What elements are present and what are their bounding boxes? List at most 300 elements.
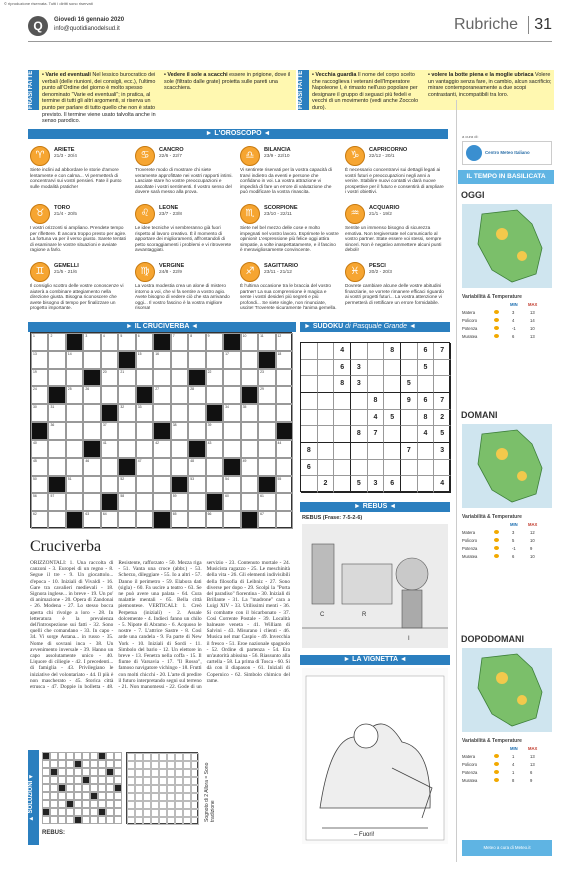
crossword-cell[interactable] [136,440,153,458]
solution-sudoku-cell [159,801,167,809]
crossword-cell[interactable] [66,458,83,476]
crossword-cell[interactable] [206,493,223,511]
frasi-fatte-label: FRASI FATTE [28,70,39,110]
sudoku-cell[interactable] [318,343,335,360]
crossword-cell[interactable]: 42 [153,440,170,458]
sudoku-cell[interactable] [368,460,385,477]
crossword-cell[interactable]: 24 [31,386,48,404]
crossword-cell[interactable] [66,369,83,387]
crossword-cell[interactable] [101,404,118,422]
crossword-cell[interactable]: 65 [171,511,188,529]
solution-crossword-cell [66,784,74,792]
sudoku-cell[interactable]: 5 [351,476,368,493]
crossword-cell[interactable]: 21 [118,369,135,387]
crossword-cell[interactable] [276,493,293,511]
crossword-cell[interactable] [101,386,118,404]
crossword-cell[interactable] [241,351,258,369]
sudoku-cell[interactable] [318,360,335,377]
crossword-cell[interactable] [188,511,205,529]
crossword-cell[interactable]: 58 [118,493,135,511]
crossword-cell[interactable] [241,386,258,404]
crossword-cell[interactable] [276,458,293,476]
sudoku-cell[interactable]: 4 [368,410,385,427]
crossword-cell[interactable] [188,440,205,458]
crossword-cell[interactable]: 61 [258,493,275,511]
sudoku-cell[interactable] [334,476,351,493]
crossword-cell[interactable]: 43 [206,440,223,458]
crossword-cell[interactable] [136,369,153,387]
crossword-cell[interactable] [241,369,258,387]
crossword-cell[interactable] [153,369,170,387]
crossword-cell[interactable] [188,404,205,422]
sudoku-cell[interactable] [334,460,351,477]
sudoku-cell[interactable] [418,476,435,493]
sudoku-cell[interactable] [401,360,418,377]
crossword-cell[interactable]: 18 [276,351,293,369]
crossword-cell[interactable] [223,422,240,440]
frasi-fatte-label: FRASI FATTE [298,70,309,110]
solution-crossword-cell [66,792,74,800]
sudoku-cell[interactable]: 7 [368,426,385,443]
crossword-cell[interactable] [118,440,135,458]
sudoku-cell[interactable] [368,443,385,460]
crossword-cell[interactable]: 29 [258,386,275,404]
crossword-cell[interactable] [241,440,258,458]
sudoku-cell[interactable]: 3 [351,360,368,377]
crossword-cell[interactable] [276,422,293,440]
crossword-cell[interactable]: 25 [66,386,83,404]
crossword-cell[interactable]: 56 [31,493,48,511]
crossword-cell[interactable] [188,369,205,387]
crossword-cell[interactable] [171,440,188,458]
crossword-cell[interactable] [258,440,275,458]
crossword-cell[interactable] [118,422,135,440]
forecast-day-label: OGGI [461,190,485,200]
sudoku-cell[interactable]: 6 [334,360,351,377]
crossword-cell[interactable]: 45 [31,458,48,476]
crossword-cell[interactable]: 30 [31,404,48,422]
sudoku-cell[interactable]: 6 [301,460,318,477]
solution-crossword-cell [106,800,114,808]
crossword-cell[interactable] [136,386,153,404]
zodiac-dates: 23/9 - 22/10 [264,154,290,159]
crossword-cell[interactable]: 60 [223,493,240,511]
crossword-cell[interactable]: 13 [31,351,48,369]
sudoku-cell[interactable] [301,426,318,443]
sudoku-cell[interactable] [301,410,318,427]
max-header: MAX [528,302,538,307]
crossword-cell[interactable] [153,493,170,511]
crossword-cell[interactable] [83,493,100,511]
sudoku-cell[interactable] [401,426,418,443]
meteo-center-name: Centro Meteo Italiano [485,150,530,155]
crossword-cell[interactable]: 59 [171,493,188,511]
solution-crossword-cell [98,776,106,784]
crossword-cell[interactable] [136,493,153,511]
crossword-cell[interactable] [153,333,170,351]
crossword-cell[interactable]: 6 [136,333,153,351]
crossword-cell[interactable]: 38 [171,422,188,440]
crossword-cell[interactable] [101,351,118,369]
crossword-cell[interactable] [171,404,188,422]
solution-crossword-cell [90,800,98,808]
crossword-cell[interactable] [66,333,83,351]
sudoku-cell[interactable] [301,360,318,377]
crossword-cell[interactable] [258,476,275,494]
sudoku-cell[interactable]: 4 [334,343,351,360]
sudoku-cell[interactable] [384,460,401,477]
crossword-cell[interactable]: 26 [83,386,100,404]
crossword-cell[interactable]: 39 [206,422,223,440]
min-header: MIN [510,746,518,751]
crossword-cell[interactable] [276,511,293,529]
sudoku-cell[interactable]: 6 [384,476,401,493]
crossword-cell[interactable] [223,386,240,404]
crossword-cell[interactable] [136,511,153,529]
sudoku-cell[interactable]: 5 [401,376,418,393]
solution-crossword-cell [74,784,82,792]
crossword-cell[interactable] [258,351,275,369]
sudoku-cell[interactable] [401,460,418,477]
crossword-cell[interactable] [258,422,275,440]
crossword-cell[interactable]: 15 [136,351,153,369]
crossword-cell[interactable]: 36 [48,422,65,440]
sudoku-cell[interactable] [301,343,318,360]
crossword-cell[interactable]: 50 [31,476,48,494]
crossword-cell[interactable]: 35 [241,404,258,422]
sudoku-cell[interactable]: 6 [418,343,435,360]
crossword-cell[interactable] [66,422,83,440]
crossword-cell[interactable] [171,476,188,494]
crossword-cell[interactable] [276,404,293,422]
temp-min: 1 [512,754,515,759]
crossword-cell[interactable]: 63 [83,511,100,529]
crossword-cell[interactable] [188,351,205,369]
crossword-cell[interactable] [223,333,240,351]
crossword-cell[interactable] [83,351,100,369]
city-name: Policoro [462,538,478,543]
solution-sudoku-cell [151,785,159,793]
sudoku-cell[interactable] [434,460,451,477]
sudoku-cell[interactable] [301,476,318,493]
weather-sun-icon [494,334,499,338]
crossword-cell[interactable] [48,458,65,476]
city-name: Potenza [462,546,478,551]
crossword-cell[interactable]: 7 [171,333,188,351]
crossword-cell[interactable] [206,458,223,476]
solution-crossword-cell [74,816,82,824]
solution-crossword-cell [106,776,114,784]
sudoku-cell[interactable] [318,426,335,443]
crossword-cell[interactable]: 27 [153,386,170,404]
crossword-cell[interactable] [188,493,205,511]
sudoku-cell[interactable]: 2 [434,410,451,427]
solution-crossword-cell [50,768,58,776]
sudoku-cell[interactable] [384,443,401,460]
sudoku-cell[interactable]: 9 [401,393,418,410]
crossword-cell[interactable] [153,422,170,440]
crossword-cell[interactable] [118,351,135,369]
crossword-cell[interactable]: 28 [188,386,205,404]
crossword-cell[interactable] [153,511,170,529]
crossword-cell[interactable] [276,386,293,404]
crossword-cell[interactable] [48,386,65,404]
crossword-cell[interactable]: 8 [188,333,205,351]
sudoku-author: di Pasquale Grande ◄ [345,323,416,330]
solution-sudoku-cell [183,785,191,793]
crossword-cell[interactable]: 51 [66,476,83,494]
crossword-cell[interactable] [153,476,170,494]
sudoku-cell[interactable] [418,376,435,393]
solution-sudoku-cell [191,761,199,769]
svg-text:C: C [320,612,325,618]
crossword-cell[interactable] [223,369,240,387]
sudoku-cell[interactable] [401,343,418,360]
crossword-cell[interactable] [83,440,100,458]
sudoku-cell[interactable] [334,393,351,410]
crossword-cell[interactable]: 5 [118,333,135,351]
temp-min: 6 [512,554,515,559]
solution-sudoku-cell [127,809,135,817]
crossword-cell[interactable] [241,511,258,529]
sudoku-cell[interactable] [384,360,401,377]
crossword-cell[interactable] [83,422,100,440]
crossword-cell[interactable]: 10 [241,333,258,351]
crossword-cell[interactable]: 1 [31,333,48,351]
crossword-cell[interactable]: 3 [83,333,100,351]
zodiac-name: ARIETE [54,147,75,153]
crossword-cell[interactable] [258,458,275,476]
crossword-cell[interactable]: 41 [101,440,118,458]
sudoku-cell[interactable]: 5 [434,426,451,443]
crossword-cell[interactable] [223,458,240,476]
sudoku-cell[interactable]: 7 [434,393,451,410]
crossword-cell[interactable] [66,440,83,458]
sudoku-cell[interactable]: 8 [418,410,435,427]
sudoku-cell[interactable]: 4 [434,476,451,493]
crossword-cell[interactable] [48,476,65,494]
basilicata-map-shape [462,424,552,508]
sudoku-cell[interactable]: 7 [401,443,418,460]
solution-sudoku-cell [159,793,167,801]
crossword-cell[interactable] [66,511,83,529]
crossword-cell[interactable]: 32 [118,404,135,422]
sudoku-cell[interactable] [384,376,401,393]
sudoku-cell[interactable] [318,410,335,427]
crossword-cell[interactable] [206,476,223,494]
crossword-cell[interactable] [241,493,258,511]
crossword-cell[interactable]: 37 [101,422,118,440]
sudoku-cell[interactable]: 8 [334,376,351,393]
crossword-cell[interactable]: 2 [48,333,65,351]
temp-min: 3 [512,310,515,315]
crossword-cell[interactable] [206,351,223,369]
crossword-cell[interactable]: 40 [31,440,48,458]
sudoku-cell[interactable]: 5 [384,410,401,427]
crossword-cell[interactable]: 23 [258,369,275,387]
solution-crossword-cell [114,808,122,816]
solution-crossword-cell [114,792,122,800]
crossword-cell[interactable]: 22 [206,369,223,387]
crossword-cell[interactable] [258,404,275,422]
crossword-cell[interactable] [171,351,188,369]
crossword-cell[interactable] [48,440,65,458]
solution-crossword-cell [114,760,122,768]
sudoku-cell[interactable] [351,443,368,460]
sudoku-cell[interactable] [401,476,418,493]
sudoku-cell[interactable] [351,343,368,360]
solution-sudoku-cell [183,777,191,785]
sudoku-cell[interactable]: 3 [351,376,368,393]
solution-sudoku-cell [183,753,191,761]
sudoku-cell[interactable] [434,360,451,377]
crossword-cell[interactable] [118,511,135,529]
sudoku-cell[interactable] [334,443,351,460]
crossword-cell[interactable] [206,404,223,422]
sudoku-cell[interactable] [401,410,418,427]
crossword-cell[interactable]: 44 [276,440,293,458]
crossword-cell[interactable]: 48 [188,458,205,476]
sudoku-cell[interactable] [318,393,335,410]
sudoku-cell[interactable]: 8 [384,343,401,360]
newspaper-logo: Q [28,16,48,36]
zodiac-dates: 24/8 - 22/9 [159,270,182,275]
crossword-cell[interactable]: 12 [276,333,293,351]
crossword-cell[interactable] [223,440,240,458]
solution-sudoku-cell [167,801,175,809]
solution-sudoku-cell [127,817,135,825]
sudoku-cell[interactable]: 8 [351,426,368,443]
crossword-cell[interactable] [241,476,258,494]
clues-vertical: VERTICALI: 1. Creò Perpetua (iniziali) - 2. Assale dolcemente - 4. Indieci fanno un chilo - 5. Nipote di Abramo - 6. Acquoso le nostre - 7. L'attrice Sastre - 8. Così arde una candela - 9. Fa parte di New York - 10. Iniziali di Sordi - 11. Simbolo del bario - 12. Un elettore in breve - 13. Fenetra nella coffa - 15. Il fiume di Varsavia - 17. "Il Rosso", famoso navigatore vichingo - 18. Frutti con molti chicchi - 20. L'arte di predire il futuro interpretando segni sul terreno - 21. Non manomessi - 22. Gode di un servizio - 23. Contenuto mortale - 24. Musicista ragazzo - 25. Le meschinità della vita - 26. Gli elementi indivisibili della filosofia di Leibniz - 27. Sono diverse per dopo - 29. Scolpì la "Porta del paradiso" fiorentina - 30. Iniziali di Brillante - 31. La "madrone" cara a Luigi XIV - 33. Utilissimi menti - 36. Si combatte con il bicarbonato - 37. Così Corrente Postale - 39. Località balneare veneta - 41. William di Salvini - 43. Misurano i clienti - 46. Musica nel mar Caspio - 49. Invecchia il fresco - 51. Eroe nazionale spagnolo - 52. Ordine di partenza - 54. Era un'autorità abissina - 56. Riassunto alla cartella - 58. La prima di Tosca - 60. Si dà con il diapason - 61. Iniziali di Copernico - 62. Simbolo chimico del rame. [118,560,290,691]
crossword-cell[interactable]: 62 [31,511,48,529]
crossword-cell[interactable]: 11 [258,333,275,351]
sudoku-cell[interactable] [368,360,385,377]
sudoku-cell[interactable]: 3 [434,443,451,460]
temp-max: 10 [530,554,535,559]
crossword-cell[interactable] [101,476,118,494]
crossword-cell[interactable] [83,404,100,422]
sudoku-cell[interactable] [318,376,335,393]
crossword-cell[interactable] [83,476,100,494]
crossword-cell[interactable] [153,404,170,422]
sudoku-cell[interactable]: 8 [368,393,385,410]
crossword-cell[interactable]: 54 [223,476,240,494]
zodiac-dates: 23/7 - 23/8 [159,212,182,217]
crossword-cell[interactable] [118,386,135,404]
crossword-cell[interactable]: 16 [153,351,170,369]
crossword-cell[interactable]: 17 [223,351,240,369]
sudoku-cell[interactable]: 5 [418,360,435,377]
sudoku-cell[interactable]: 6 [418,393,435,410]
issue-date: Giovedì 16 gennaio 2020 [54,17,125,23]
crossword-cell[interactable]: 46 [83,458,100,476]
solution-crossword-cell [74,776,82,784]
temp-max: 6 [530,770,533,775]
solution-sudoku-cell [143,817,151,825]
crossword-cell[interactable] [171,386,188,404]
crossword-cell[interactable] [223,511,240,529]
sudoku-cell[interactable]: 8 [301,443,318,460]
crossword-cell[interactable] [101,458,118,476]
crossword-cell[interactable]: 66 [206,511,223,529]
crossword-cell[interactable]: 57 [48,493,65,511]
crossword-cell[interactable] [66,404,83,422]
sudoku-cell[interactable] [434,376,451,393]
sudoku-cell[interactable] [351,393,368,410]
sudoku-cell[interactable] [384,393,401,410]
solution-crossword-cell [82,768,90,776]
crossword-cell[interactable] [188,422,205,440]
crossword-cell[interactable]: 52 [118,476,135,494]
crossword-cell[interactable] [206,386,223,404]
sudoku-cell[interactable] [368,343,385,360]
sudoku-cell[interactable] [318,443,335,460]
crossword-cell[interactable] [66,493,83,511]
crossword-cell[interactable] [171,369,188,387]
sudoku-cell[interactable]: 4 [418,426,435,443]
crossword-cell[interactable]: 31 [48,404,65,422]
crossword-cell[interactable] [276,369,293,387]
sudoku-cell[interactable] [351,410,368,427]
crossword-cell[interactable]: 47 [136,458,153,476]
crossword-cell[interactable] [171,458,188,476]
crossword-cell[interactable] [101,493,118,511]
solution-crossword-cell [90,768,98,776]
crossword-cell[interactable]: 33 [136,404,153,422]
crossword-cell[interactable] [48,369,65,387]
crossword-cell[interactable]: 4 [101,333,118,351]
crossword-cell[interactable]: 64 [101,511,118,529]
sudoku-cell[interactable]: 3 [368,476,385,493]
crossword-cell[interactable] [48,511,65,529]
solution-crossword-cell [74,760,82,768]
sudoku-cell[interactable] [334,410,351,427]
sudoku-cell[interactable] [351,460,368,477]
zodiac-vergine-icon: ♍ [135,262,155,282]
sudoku-cell[interactable]: 7 [434,343,451,360]
weather-sun-icon [494,326,499,330]
sudoku-cell[interactable] [418,443,435,460]
crossword-cell[interactable] [153,458,170,476]
crossword-cell[interactable] [136,422,153,440]
sudoku-cell[interactable] [384,426,401,443]
crossword-cell[interactable]: 14 [66,351,83,369]
crossword-cell[interactable]: 49 [241,458,258,476]
crossword-cell[interactable] [48,351,65,369]
sudoku-cell[interactable] [334,426,351,443]
crossword-cell[interactable]: 20 [101,369,118,387]
sudoku-cell[interactable] [301,376,318,393]
crossword-cell[interactable] [83,369,100,387]
crossword-cell[interactable]: 19 [31,369,48,387]
solution-crossword-cell [74,792,82,800]
sudoku-cell[interactable]: 2 [318,476,335,493]
crossword-cell[interactable] [241,422,258,440]
crossword-cell[interactable]: 9 [206,333,223,351]
sudoku-cell[interactable] [318,460,335,477]
crossword-cell[interactable]: 34 [223,404,240,422]
sudoku-cell[interactable] [368,376,385,393]
crossword-cell[interactable]: 55 [276,476,293,494]
crossword-cell[interactable] [31,422,48,440]
sudoku-cell[interactable] [418,460,435,477]
crossword-cell[interactable] [136,476,153,494]
crossword-cell[interactable] [118,458,135,476]
sudoku-cell[interactable] [301,393,318,410]
crossword-cell[interactable]: 67 [258,511,275,529]
crossword-cell[interactable]: 53 [188,476,205,494]
